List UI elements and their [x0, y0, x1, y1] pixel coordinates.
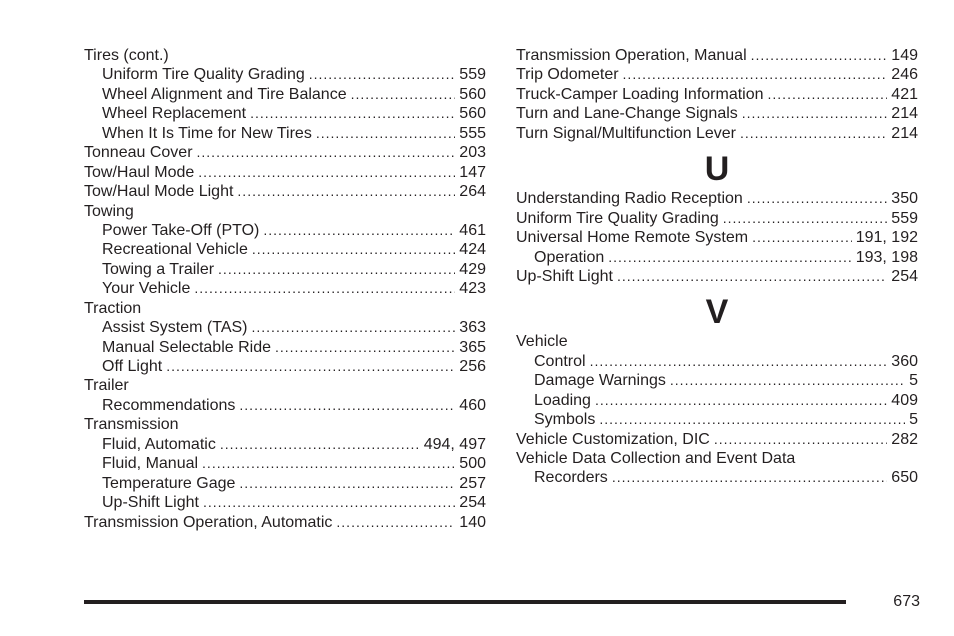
dot-leader	[751, 46, 888, 65]
dot-leader	[252, 240, 455, 259]
index-entry	[516, 209, 918, 228]
index-term: Truck-Camper Loading Information	[516, 85, 764, 103]
index-section-t	[516, 46, 918, 143]
index-term: Recorders	[534, 469, 608, 487]
dot-leader	[237, 182, 455, 201]
index-subentry	[516, 371, 918, 390]
index-subentry	[84, 435, 486, 454]
index-term: Tonneau Cover	[84, 144, 193, 162]
index-section-u	[516, 189, 918, 286]
index-page-ref: 421	[891, 85, 918, 103]
index-term: Control	[534, 352, 586, 370]
index-entry	[84, 513, 486, 532]
index-subentry	[84, 65, 486, 84]
index-term: Temperature Gage	[102, 474, 236, 492]
index-subentry	[516, 352, 918, 371]
index-term: Manual Selectable Ride	[102, 338, 271, 356]
dot-leader	[740, 124, 887, 143]
index-subentry	[516, 410, 918, 429]
dot-leader	[752, 228, 852, 247]
index-entry	[516, 46, 918, 65]
dot-leader	[239, 474, 455, 493]
index-column-right	[516, 46, 918, 488]
index-term: When It Is Time for New Tires	[102, 124, 312, 142]
dot-leader	[197, 143, 456, 162]
index-page-ref: 500	[459, 455, 486, 473]
index-page-ref: 555	[459, 124, 486, 142]
index-page-ref: 559	[891, 209, 918, 227]
index-heading	[84, 415, 486, 434]
index-term: Up-Shift Light	[102, 494, 199, 512]
index-term: Vehicle	[516, 333, 568, 351]
index-subentry	[84, 279, 486, 298]
index-term: Traction	[84, 299, 142, 317]
index-entry	[516, 267, 918, 286]
index-heading	[516, 332, 918, 351]
dot-leader	[309, 65, 456, 84]
section-letter-v: V	[705, 293, 729, 332]
index-term: Vehicle Data Collection and Event Data	[516, 450, 796, 467]
index-term: Transmission Operation, Automatic	[84, 513, 333, 531]
index-page-ref: 560	[459, 85, 486, 103]
index-page-ref: 246	[891, 66, 918, 84]
dot-leader	[595, 391, 887, 410]
dot-leader	[612, 468, 887, 487]
index-entry	[516, 124, 918, 143]
index-entry	[84, 163, 486, 182]
index-term: Towing	[84, 202, 134, 220]
index-page-ref: 360	[891, 352, 918, 370]
index-term: Turn and Lane-Change Signals	[516, 105, 738, 123]
index-term: Recommendations	[102, 396, 236, 414]
index-term: Fluid, Automatic	[102, 435, 216, 453]
index-term: Tow/Haul Mode	[84, 163, 195, 181]
dot-leader	[723, 209, 888, 228]
index-term: Loading	[534, 391, 591, 409]
index-page-ref: 365	[459, 338, 486, 356]
dot-leader	[252, 318, 456, 337]
index-page-ref: 140	[459, 513, 486, 531]
index-entry	[516, 65, 918, 84]
index-term: Trailer	[84, 377, 129, 395]
index-page-ref: 5	[909, 372, 918, 390]
index-term: Operation	[534, 248, 605, 266]
dot-leader	[336, 513, 455, 532]
index-entry	[516, 430, 918, 449]
index-page-ref: 560	[459, 105, 486, 123]
index-subentry	[84, 85, 486, 104]
index-term: Tires (cont.)	[84, 47, 169, 64]
index-page-ref: 350	[891, 190, 918, 208]
index-entry	[516, 85, 918, 104]
index-term: Uniform Tire Quality Grading	[516, 209, 719, 227]
index-heading	[84, 299, 486, 318]
index-page-ref: 254	[891, 267, 918, 285]
dot-leader	[714, 430, 887, 449]
index-page-ref: 254	[459, 494, 486, 512]
page-number: 673	[893, 593, 920, 610]
index-term: Recreational Vehicle	[102, 241, 248, 259]
dot-leader	[250, 104, 455, 123]
index-term: Wheel Alignment and Tire Balance	[102, 85, 347, 103]
index-page-ref: 494, 497	[423, 435, 486, 453]
index-subentry	[84, 104, 486, 123]
index-page-ref: 461	[459, 221, 486, 239]
index-subentry	[84, 396, 486, 415]
index-page-ref: 282	[891, 430, 918, 448]
index-page-ref: 256	[459, 358, 486, 375]
index-page-ref: 423	[459, 280, 486, 298]
index-term: Vehicle Customization, DIC	[516, 430, 710, 448]
index-page-ref: 363	[459, 319, 486, 337]
dot-leader	[599, 410, 905, 429]
index-term: Wheel Replacement	[102, 105, 247, 123]
index-subentry	[84, 493, 486, 512]
index-page-ref: 5	[909, 411, 918, 429]
index-subentry	[84, 124, 486, 143]
index-term: Assist System (TAS)	[102, 319, 248, 337]
dot-leader	[768, 85, 888, 104]
index-term: Trip Odometer	[516, 66, 619, 84]
index-term: Damage Warnings	[534, 372, 666, 390]
dot-leader	[608, 248, 851, 267]
dot-leader	[166, 357, 455, 376]
dot-leader	[623, 65, 888, 84]
index-page-ref: 429	[459, 260, 486, 278]
index-page-ref: 214	[891, 105, 918, 123]
index-term: Universal Home Remote System	[516, 229, 749, 247]
index-term: Up-Shift Light	[516, 267, 613, 285]
index-page-ref: 214	[891, 124, 918, 142]
dot-leader	[203, 493, 455, 512]
dot-leader	[351, 85, 456, 104]
index-term: Transmission Operation, Manual	[516, 47, 747, 64]
footer-rule	[84, 600, 846, 604]
index-term: Towing a Trailer	[102, 260, 215, 278]
dot-leader	[670, 371, 905, 390]
index-page-ref: 460	[459, 396, 486, 414]
dot-leader	[198, 163, 455, 182]
index-term: Your Vehicle	[102, 280, 191, 298]
index-term: Off Light	[102, 358, 163, 375]
index-term: Uniform Tire Quality Grading	[102, 66, 305, 84]
index-page-ref: 559	[459, 66, 486, 84]
index-term: Understanding Radio Reception	[516, 190, 743, 208]
index-heading	[84, 202, 486, 221]
index-heading	[84, 376, 486, 395]
dot-leader	[742, 104, 888, 123]
index-term: Symbols	[534, 411, 596, 429]
dot-leader	[239, 396, 455, 415]
index-page-ref: 257	[459, 474, 486, 492]
index-term: Power Take-Off (PTO)	[102, 221, 260, 239]
index-section-v	[516, 332, 918, 488]
index-entry	[84, 143, 486, 162]
index-entry	[84, 182, 486, 201]
index-page-ref: 191, 192	[855, 229, 918, 247]
index-subentry	[84, 221, 486, 240]
index-subentry	[84, 474, 486, 493]
index-subentry	[516, 248, 918, 267]
index-subentry	[84, 318, 486, 337]
dot-leader	[218, 260, 455, 279]
dot-leader	[316, 124, 455, 143]
dot-leader	[263, 221, 455, 240]
index-heading	[516, 449, 918, 468]
index-subentry	[516, 468, 918, 487]
index-heading	[84, 46, 486, 65]
index-subentry	[84, 357, 486, 376]
section-letter-u: U	[704, 150, 730, 189]
index-page-ref: 409	[891, 391, 918, 409]
index-column-left	[84, 46, 486, 532]
index-term: Tow/Haul Mode Light	[84, 183, 234, 201]
index-term: Transmission	[84, 416, 179, 434]
index-entry	[516, 189, 918, 208]
dot-leader	[194, 279, 455, 298]
dot-leader	[275, 338, 455, 357]
index-subentry	[84, 240, 486, 259]
dot-leader	[590, 352, 888, 371]
index-page-ref: 147	[459, 163, 486, 181]
index-page-ref: 650	[891, 469, 918, 487]
index-page-ref: 424	[459, 241, 486, 259]
index-page-ref: 149	[891, 47, 918, 64]
index-subentry	[84, 338, 486, 357]
index-term: Fluid, Manual	[102, 455, 199, 473]
index-term: Turn Signal/Multifunction Lever	[516, 124, 736, 142]
index-page-ref: 264	[459, 183, 486, 201]
dot-leader	[617, 267, 887, 286]
index-subentry	[84, 260, 486, 279]
index-subentry	[516, 391, 918, 410]
index-page-ref: 203	[459, 144, 486, 162]
dot-leader	[747, 189, 887, 208]
index-entry	[516, 104, 918, 123]
dot-leader	[220, 435, 420, 454]
dot-leader	[202, 454, 455, 473]
index-entry	[516, 228, 918, 247]
index-page-ref: 193, 198	[855, 248, 918, 266]
index-subentry	[84, 454, 486, 473]
